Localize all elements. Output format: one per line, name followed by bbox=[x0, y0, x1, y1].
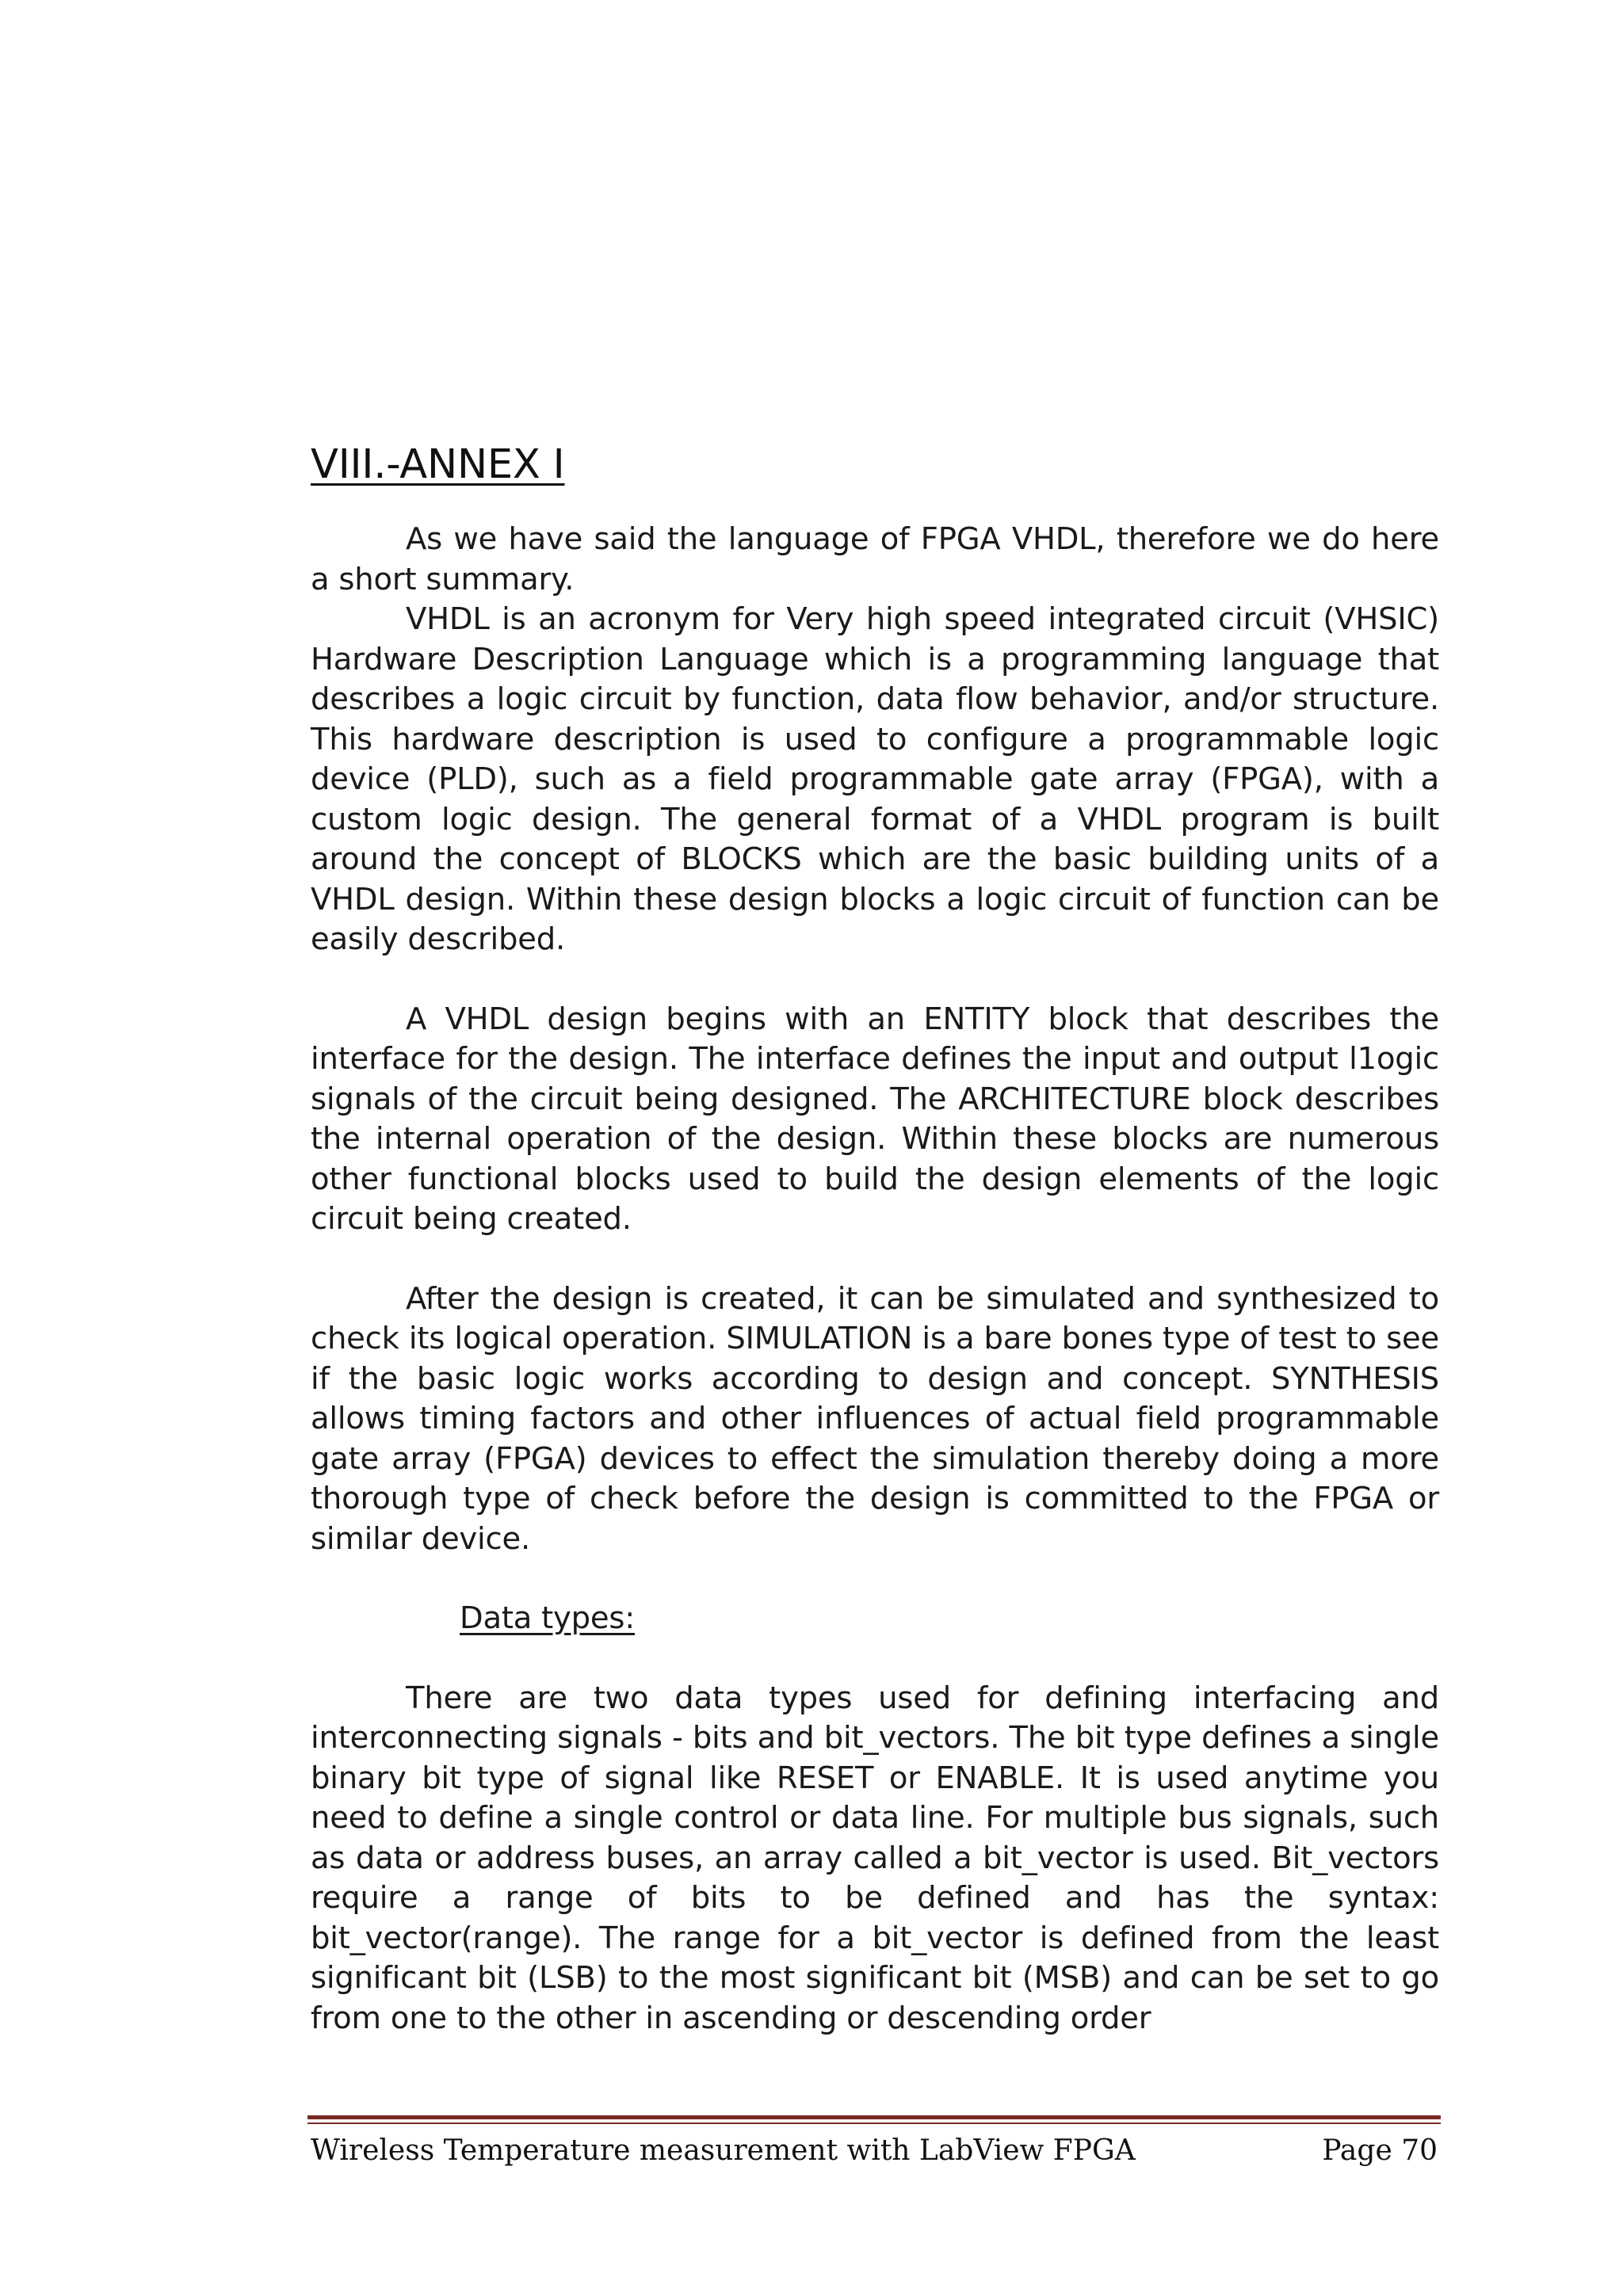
footer-rule bbox=[307, 2115, 1441, 2119]
subheading-data-types: Data types: bbox=[460, 1600, 635, 1636]
paragraph-simulation: After the design is created, it can be simulated and synthesized to check its logical operation. SIMULATION is a bare bones type of test to see if the basic logic works according to design and concept. SYNTHESIS allows timing factors and other influences of actual field programmable gate array (FPGA) devices to effect the simulation thereby doing a more thorough type of check before the design is committed to the FPGA or similar device. bbox=[311, 1280, 1439, 1557]
page-content bbox=[311, 437, 1439, 2039]
page-number: Page 70 bbox=[1322, 2134, 1438, 2167]
page-footer bbox=[311, 2134, 1438, 2167]
paragraph-entity-block: A VHDL design begins with an ENTITY block that describes the interface for the design. The interface defines the input and output l1ogic signals of the circuit being designed. The ARCHITECTURE block describes the internal operation of the design. Within these blocks are numerous other functional blocks used to build the design elements of the logic circuit being created. bbox=[311, 1001, 1439, 1237]
footer-rule-thin bbox=[307, 2122, 1441, 2124]
section-heading: VIII.-ANNEX I bbox=[311, 441, 565, 488]
paragraph-vhdl-definition: VHDL is an acronym for Very high speed integrated circuit (VHSIC) Hardware Description Language which is a programming language that describes a logic circuit by function, data flow behavior, and/or structure. This hardware description is used to configure a programmable logic device (PLD), such as a field programmable gate array (FPGA), with a custom logic design. The general format of a VHDL program is built around the concept of BLOCKS which are the basic building units of a VHDL design. Within these design blocks a logic circuit of function can be easily described. bbox=[311, 601, 1439, 957]
paragraph-intro: As we have said the language of FPGA VHDL, therefore we do here a short summary. bbox=[311, 521, 1439, 597]
paragraph-data-types: There are two data types used for defining interfacing and interconnecting signals - bits and bit_vectors. The bit type defines a single binary bit type of signal like RESET or ENABLE. It is used anytime you need to define a single control or data line. For multiple bus signals, such as data or address buses, an array called a bit_vector is used. Bit_vectors require a range of bits to be defined and has the syntax: bit_vector(range). The range for a bit_vector is defined from the least significant bit (LSB) to the most significant bit (MSB) and can be set to go from one to the other in ascending or descending order bbox=[311, 1680, 1439, 2036]
footer-title: Wireless Temperature measurement with LabView FPGA bbox=[311, 2134, 1136, 2167]
